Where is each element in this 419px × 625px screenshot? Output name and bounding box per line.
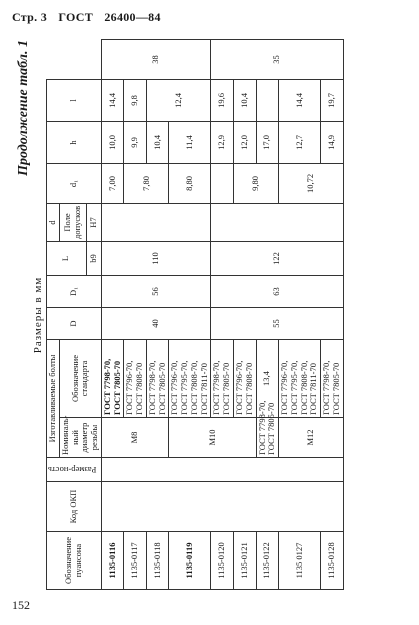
table-caption: Размеры в мм (32, 276, 44, 354)
L-cell: 110 (101, 241, 211, 275)
header-punch: Обозначение пуансона (47, 532, 102, 590)
standard-number: 26400—84 (104, 10, 161, 24)
b9-cell (211, 203, 343, 241)
h-cell: 14,4 (279, 79, 321, 121)
std-cell: ГОСТ 7798-70, ГОСТ 7805-70 (321, 339, 344, 417)
d1-cell: 12,7 (279, 121, 321, 163)
d1-cell: 14,9 (321, 121, 344, 163)
rotated-table-block (16, 40, 405, 590)
h-cell: 12,4 (146, 79, 211, 121)
d1-cell: 11,4 (169, 121, 211, 163)
header-thread: Номиналь-ный диаметр резьбы (59, 418, 101, 458)
header-bolts: Изготавливаемые болты (47, 339, 60, 457)
header-d: d (47, 203, 60, 241)
punch-code: 1135-0116 (101, 532, 124, 590)
standard-label: ГОСТ (58, 10, 94, 24)
H7-cell: 7,80 (124, 163, 169, 203)
d1-cell: 12,9 (211, 121, 234, 163)
h-cell: 19,6 (211, 79, 234, 121)
punch-code: 1135-0121 (234, 532, 257, 590)
std-cell: ГОСТ 7798-70, ГОСТ 7805-70 (256, 418, 279, 458)
punch-code: 1135-0128 (321, 532, 344, 590)
header-okp: Код ОКП (47, 482, 102, 532)
header-size: Размер-ность (47, 458, 102, 482)
page-label: Стр. 3 (12, 10, 48, 24)
punch-code: 1135-0117 (124, 532, 147, 590)
header-tolerance: Поле допусков (59, 203, 86, 241)
dimensions-table (46, 39, 344, 590)
std-cell: ГОСТ 7796-70, ГОСТ 7808-70 (124, 339, 147, 417)
b9-cell (101, 203, 211, 241)
H7-cell: 7,00 (101, 163, 124, 203)
header-std: Обозначение стандарта (59, 339, 101, 417)
thread-cell: М12 (279, 418, 344, 458)
D1-cell: 56 (101, 275, 211, 307)
l-cell: 38 (101, 39, 211, 79)
header-D: D (47, 307, 102, 339)
l-cell: 35 (211, 39, 343, 79)
punch-code: 1135-0118 (146, 532, 169, 590)
D1-cell: 63 (211, 275, 343, 307)
header-l: l (47, 79, 102, 121)
header-b9: b9 (86, 241, 101, 275)
page-header (12, 10, 169, 25)
std-cell: ГОСТ 7796-70, ГОСТ 7795-70, ГОСТ 7808-70, ГОСТ 7811-70 (169, 339, 211, 417)
h-cell: 10,4 (234, 79, 257, 121)
d1-cell: 12,0 (234, 121, 257, 163)
d1-cell: 9,9 (124, 121, 147, 163)
punch-code: 1135-0120 (211, 532, 234, 590)
h-cell: 14,4 (101, 79, 124, 121)
std-cell: ГОСТ 7798-70, ГОСТ 7805-70 (101, 339, 124, 417)
h-cell: 19,7 (321, 79, 344, 121)
d1-cell: 10,0 (101, 121, 124, 163)
header-L: L (47, 241, 87, 275)
H7-cell: 9,80 (234, 163, 279, 203)
d1-cell: 13,4 (256, 339, 279, 417)
header-H7: H7 (86, 203, 101, 241)
std-cell: ГОСТ 7798-70, ГОСТ 7805-70 (146, 339, 169, 417)
std-cell: ГОСТ 7796-70, ГОСТ 7795-70, ГОСТ 7808-70, ГОСТ 7811-70 (279, 339, 321, 417)
h-cell: 9,8 (124, 79, 147, 121)
std-cell: ГОСТ 7798-70, ГОСТ 7805-70 (211, 339, 234, 417)
continuation-title: Продолжение табл. 1 (16, 40, 31, 176)
H7-cell: 8,80 (169, 163, 211, 203)
header-h: h (47, 121, 102, 163)
header-D1: D₁ (47, 275, 102, 307)
thread-cell: М10 (169, 418, 256, 458)
table-row (101, 39, 124, 589)
std-cell: ГОСТ 7796-70, ГОСТ 7808-70 (234, 339, 257, 417)
punch-code: 1135-0119 (169, 532, 211, 590)
D-cell: 40 (101, 307, 211, 339)
H7-cell: 10,72 (279, 163, 344, 203)
punch-code: 1135-0122 (256, 532, 279, 590)
d1-cell: 10,4 (146, 121, 169, 163)
size-cell (101, 458, 343, 482)
D-cell: 55 (211, 307, 343, 339)
L-cell: 122 (211, 241, 343, 275)
okp-cell (101, 482, 343, 532)
punch-code: 1135 0127 (279, 532, 321, 590)
header-d1: d₁ (47, 163, 102, 203)
thread-cell: М8 (101, 418, 169, 458)
H7-cell (211, 163, 234, 203)
page-number: 152 (12, 598, 30, 612)
h-cell: 17,0 (256, 121, 279, 163)
